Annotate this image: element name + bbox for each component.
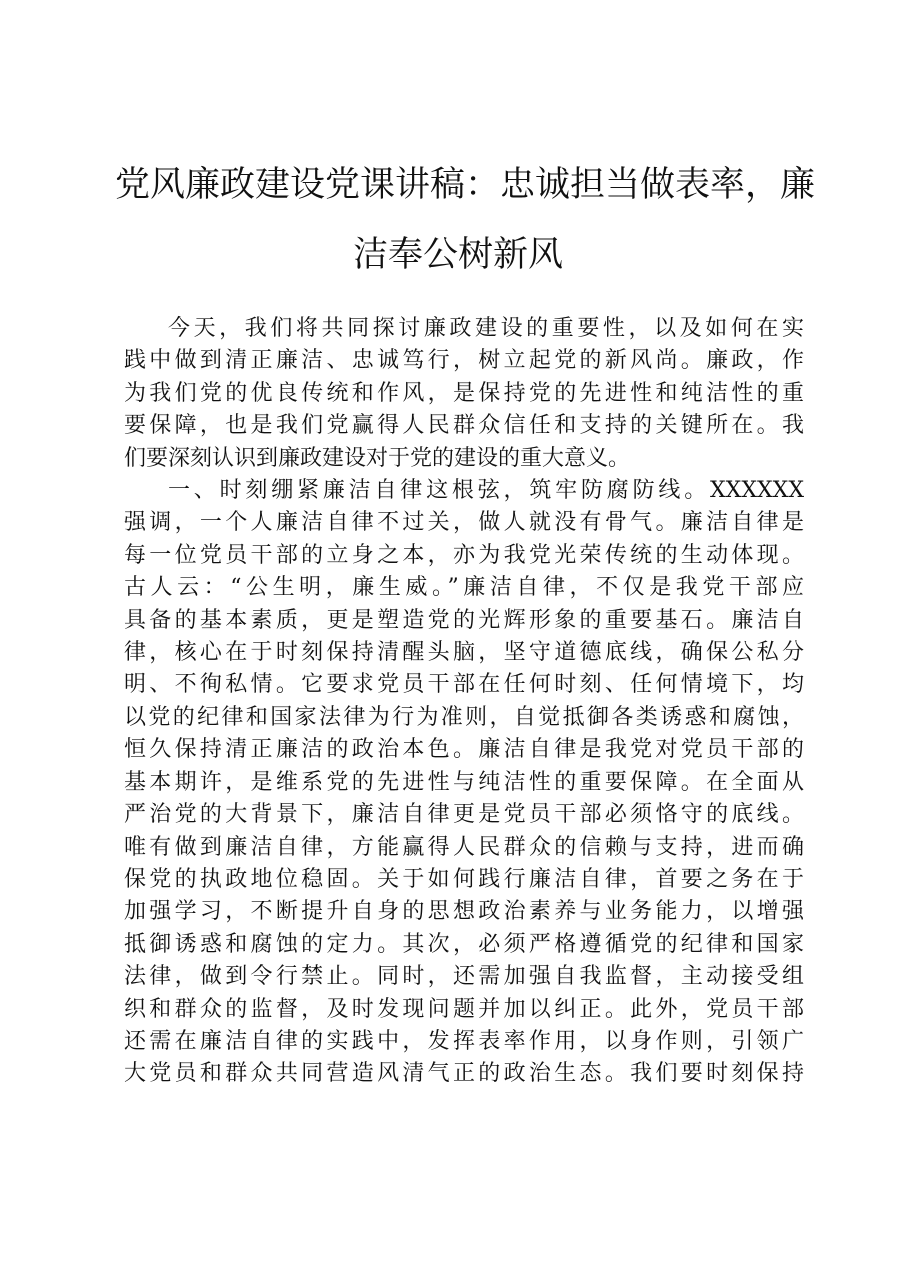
document-body xyxy=(124,313,804,1091)
text-line: 践中做到清正廉洁、忠诚笃行，树立起党的新风尚。廉政，作 xyxy=(124,348,804,374)
text-line: 抵御诱惑和腐蚀的定力。其次，必须严格遵循党的纪律和国家 xyxy=(124,931,804,957)
text-line: 要保障，也是我们党赢得人民群众信任和支持的关键所在。我 xyxy=(124,413,804,439)
text-line: 强调，一个人廉洁自律不过关，做人就没有骨气。廉洁自律是 xyxy=(124,510,804,536)
text-line: 恒久保持清正廉洁的政治本色。廉洁自律是我党对党员干部的 xyxy=(124,737,804,763)
text-line: 织和群众的监督，及时发现问题并加以纠正。此外，党员干部 xyxy=(124,996,804,1022)
title-line: 洁奉公树新风 xyxy=(352,235,563,275)
text-line: 大党员和群众共同营造风清气正的政治生态。我们要时刻保持 xyxy=(124,1061,804,1087)
text-line: 明、不徇私情。它要求党员干部在任何时刻、任何情境下，均 xyxy=(124,672,804,698)
paragraph-section-one xyxy=(124,475,804,1091)
text-line: 法律，做到令行禁止。同时，还需加强自我监督，主动接受组 xyxy=(124,964,804,990)
text-line: 每一位党员干部的立身之本，亦为我党光荣传统的生动体现。 xyxy=(124,542,804,568)
title-line: 党风廉政建设党课讲稿：忠诚担当做表率，廉 xyxy=(115,165,816,205)
text-line: 们要深刻认识到廉政建设对于党的建设的重大意义。 xyxy=(124,445,631,471)
text-line: 今天，我们将共同探讨廉政建设的重要性，以及如何在实 xyxy=(168,316,804,341)
text-line: 具备的基本素质，更是塑造党的光辉形象的重要基石。廉洁自 xyxy=(124,607,804,633)
text-line: 唯有做到廉洁自律，方能赢得人民群众的信赖与支持，进而确 xyxy=(124,834,804,860)
text-line: 以党的纪律和国家法律为行为准则，自觉抵御各类诱惑和腐蚀， xyxy=(124,704,804,730)
text-line: 加强学习，不断提升自身的思想政治素养与业务能力，以增强 xyxy=(124,899,804,925)
text-line: 严治党的大背景下，廉洁自律更是党员干部必须恪守的底线。 xyxy=(124,802,804,828)
text-line: 为我们党的优良传统和作风，是保持党的先进性和纯洁性的重 xyxy=(124,380,804,406)
text-line: 一、时刻绷紧廉洁自律这根弦，筑牢防腐防线。XXXXXX xyxy=(168,478,804,504)
text-line: 律，核心在于时刻保持清醒头脑，坚守道德底线，确保公私分 xyxy=(124,640,804,666)
paragraph-intro xyxy=(124,313,804,475)
text-line: 还需在廉洁自律的实践中，发挥表率作用，以身作则，引领广 xyxy=(124,1028,804,1054)
text-line: 保党的执政地位稳固。关于如何践行廉洁自律，首要之务在于 xyxy=(124,866,804,892)
text-line: 古人云：“公生明，廉生威。”廉洁自律，不仅是我党干部应 xyxy=(124,575,804,601)
document-title xyxy=(115,150,816,290)
text-line: 基本期许，是维系党的先进性与纯洁性的重要保障。在全面从 xyxy=(124,769,804,795)
